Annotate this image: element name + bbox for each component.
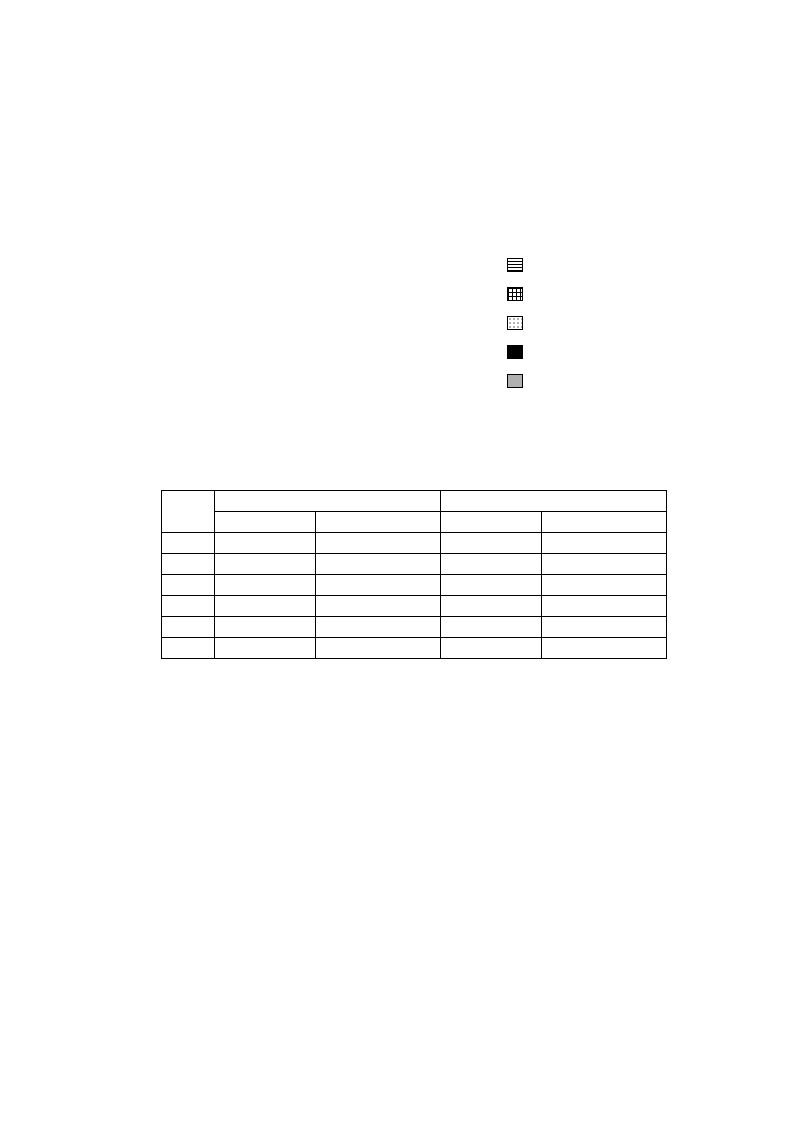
- table-cell: [441, 575, 542, 596]
- table-cell: [316, 554, 441, 575]
- table-subheader: [316, 512, 441, 533]
- table-cell: [542, 638, 667, 659]
- table-cell-province: [162, 575, 215, 596]
- table-cell: [215, 554, 316, 575]
- budget-bar-chart: [225, 768, 625, 978]
- table-row: [162, 575, 667, 596]
- table-cell: [542, 596, 667, 617]
- table-cell: [441, 638, 542, 659]
- table-cell: [542, 617, 667, 638]
- table-cell: [441, 617, 542, 638]
- legend-swatch-gray: [507, 374, 523, 388]
- farmer-association-table: [161, 490, 667, 659]
- legend-swatch-horizontal-lines: [507, 258, 523, 272]
- table-subheader: [215, 512, 316, 533]
- table-cell: [215, 617, 316, 638]
- table-cell-province: [162, 617, 215, 638]
- table-cell-province: [162, 554, 215, 575]
- table-row: [162, 554, 667, 575]
- table-cell-province: [162, 638, 215, 659]
- table-row: [162, 617, 667, 638]
- table-cell: [542, 554, 667, 575]
- table-cell: [441, 533, 542, 554]
- table-cell: [542, 575, 667, 596]
- table-subheader-row: [162, 512, 667, 533]
- legend-swatch-black: [507, 345, 523, 359]
- table-subheader: [441, 512, 542, 533]
- pie-charts: [110, 248, 590, 418]
- table-row: [162, 638, 667, 659]
- table-cell: [316, 617, 441, 638]
- table-cell: [542, 533, 667, 554]
- table-corner-cell: [162, 491, 215, 533]
- table-row: [162, 533, 667, 554]
- table-cell: [441, 596, 542, 617]
- table-period-1927: [441, 491, 667, 512]
- table-header-row: [162, 491, 667, 512]
- table-cell: [215, 533, 316, 554]
- table-subheader: [542, 512, 667, 533]
- table-cell: [441, 554, 542, 575]
- table-cell: [316, 638, 441, 659]
- legend-swatch-dots: [507, 316, 523, 330]
- table-cell: [316, 596, 441, 617]
- table-row: [162, 596, 667, 617]
- table-cell-province: [162, 533, 215, 554]
- table-cell: [215, 575, 316, 596]
- table-cell: [316, 575, 441, 596]
- table-period-1926: [215, 491, 441, 512]
- legend-swatch-grid: [507, 287, 523, 301]
- table-cell: [215, 638, 316, 659]
- table-cell: [316, 533, 441, 554]
- table-cell: [215, 596, 316, 617]
- table-cell-province: [162, 596, 215, 617]
